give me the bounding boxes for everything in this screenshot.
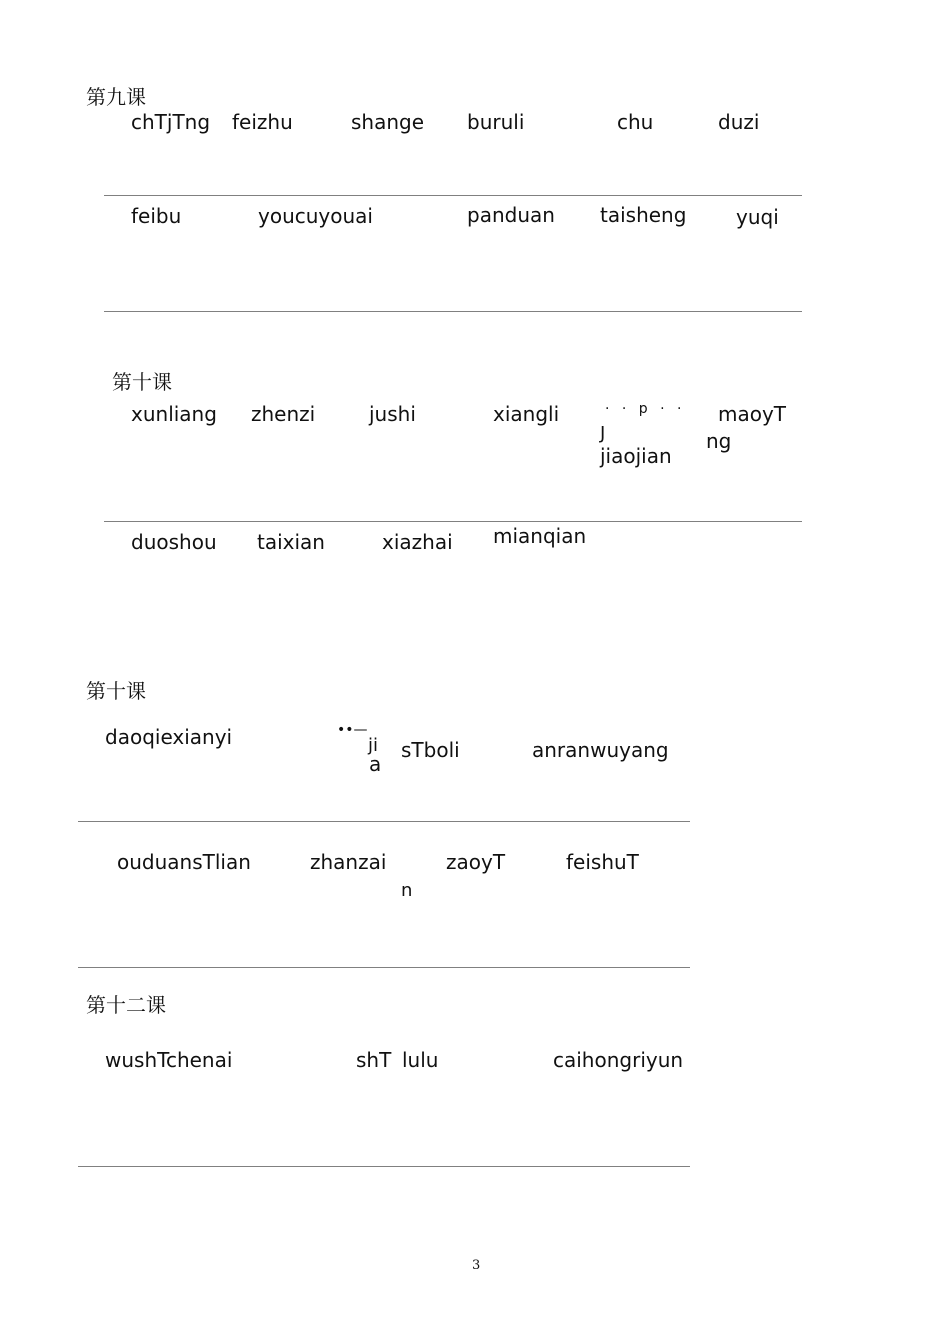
pinyin-word: taixian [257, 530, 325, 554]
pinyin-word: zhanzai [310, 850, 387, 874]
writing-line [78, 1166, 690, 1167]
pinyin-word: ouduansTlian [117, 850, 251, 874]
pinyin-word: anranwuyang [532, 738, 669, 762]
writing-line [104, 521, 802, 522]
writing-line [78, 967, 690, 968]
pinyin-word: zhenzi [251, 402, 316, 426]
pinyin-word: shange [351, 110, 425, 134]
pinyin-word: sTboli [401, 738, 460, 762]
pinyin-fragment: J [600, 423, 606, 444]
lesson-12-heading: 第十二课 [86, 993, 166, 1017]
pinyin-word: xunliang [131, 402, 217, 426]
pinyin-word: xiangli [493, 402, 560, 426]
page-number: 3 [472, 1258, 481, 1273]
pinyin-word: feishuT [566, 850, 639, 874]
pinyin-word: taisheng [600, 203, 687, 227]
pinyin-word: feizhu [232, 110, 293, 134]
pinyin-word: youcuyouai [258, 204, 373, 228]
pinyin-word: duzi [718, 110, 760, 134]
pinyin-word: maoyT [718, 402, 787, 426]
pinyin-word: duoshou [131, 530, 217, 554]
lesson-10-heading: 第十课 [112, 370, 172, 394]
pinyin-fragment: · · p · · [605, 401, 686, 417]
pinyin-word: lulu [402, 1048, 439, 1072]
pinyin-fragment: a [369, 752, 382, 776]
pinyin-word: wushTchenai [105, 1048, 233, 1072]
pinyin-word: xiazhai [382, 530, 453, 554]
pinyin-word: chu [617, 110, 654, 134]
pinyin-word: caihongriyun [553, 1048, 684, 1072]
writing-line [104, 195, 802, 196]
pinyin-word: chTjTng [131, 110, 211, 134]
writing-line [104, 311, 802, 312]
pinyin-fragment: ng [706, 429, 732, 453]
pinyin-fragment: ji [368, 735, 379, 756]
lesson-10-heading: 第十课 [86, 679, 146, 703]
pinyin-word: buruli [467, 110, 525, 134]
writing-line [78, 821, 690, 822]
pinyin-word: shT [356, 1048, 392, 1072]
pinyin-word: zaoyT [446, 850, 506, 874]
pinyin-word: jushi [369, 402, 416, 426]
pinyin-word: jiaojian [600, 444, 672, 468]
lesson-9-heading: 第九课 [86, 85, 146, 109]
tone-mark: ••— [337, 722, 368, 738]
pinyin-word: mianqian [493, 524, 587, 548]
pinyin-word: panduan [467, 203, 555, 227]
pinyin-word: yuqi [736, 205, 779, 229]
pinyin-fragment: n [401, 880, 413, 901]
pinyin-word: feibu [131, 204, 182, 228]
pinyin-word: daoqiexianyi [105, 725, 233, 749]
